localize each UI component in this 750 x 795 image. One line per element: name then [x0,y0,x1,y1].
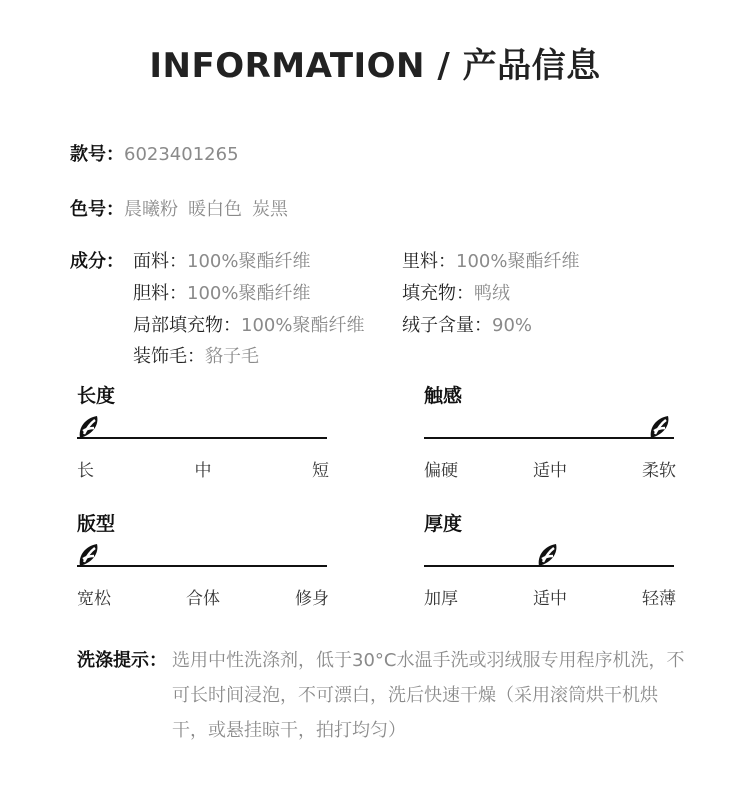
composition-item [133,250,310,274]
composition-item-label: 局部填充物： [133,315,241,336]
composition-item-label: 填充物： [402,283,474,304]
scale-tick: 偏硬 [424,461,458,481]
composition-item-value: 鸭绒 [474,283,510,304]
scale-tick: 轻薄 [642,589,676,609]
composition-item-value: 100%聚酯纤维 [187,251,311,272]
scale-name: 版型 [77,513,116,535]
composition-item [133,314,364,338]
style-number-value: 6023401265 [124,144,239,165]
composition-item-label: 面料： [133,251,187,272]
scale-line [77,565,327,567]
style-number-label: 款号： [70,144,124,165]
scale-tick: 短 [312,461,329,481]
scale-touch [424,381,676,491]
composition-item-value: 100%聚酯纤维 [241,315,365,336]
composition-item-value: 貉子毛 [205,346,259,367]
composition-item-value: 90% [492,315,533,336]
scale-thickness [424,509,676,619]
composition-item-label: 胆料： [133,283,187,304]
composition-label-text: 成分： [70,251,124,272]
color-option: 晨曦粉 [124,199,178,220]
scale-name: 长度 [77,385,116,407]
scale-line [424,437,674,439]
care-label: 洗涤提示： [77,650,167,671]
leaf-marker-icon [536,542,562,568]
style-number-row [70,143,239,167]
scale-tick: 加厚 [424,589,458,609]
composition-item-label: 里料： [402,251,456,272]
leaf-marker-icon [77,542,103,568]
color-option: 炭黑 [252,199,288,220]
composition-item [402,250,579,274]
scale-tick: 中 [194,461,212,481]
composition-item [133,345,259,369]
scale-tick: 宽松 [77,589,111,609]
scale-tick: 柔软 [642,461,676,481]
scale-tick: 长 [77,461,94,481]
composition-item [402,282,510,306]
leaf-marker-icon [648,414,674,440]
composition-item-label: 装饰毛： [133,346,205,367]
color-row [70,198,288,222]
composition-item [133,282,310,306]
scale-tick: 修身 [295,589,329,609]
scale-line [77,437,327,439]
scale-tick: 合体 [186,589,220,609]
color-option: 暖白色 [188,199,242,220]
scale-name: 厚度 [424,513,463,535]
composition-item [402,314,532,338]
scale-tick: 适中 [533,589,567,609]
composition-item-value: 100%聚酯纤维 [187,283,311,304]
composition-label [70,250,124,274]
scale-length [77,381,329,491]
color-label: 色号： [70,199,124,220]
page-title: INFORMATION / 产品信息 [149,46,601,86]
care-text: 选用中性洗涤剂，低于30°C水温手洗或羽绒服专用程序机洗，不可长时间浸泡，不可漂白，洗后快速干燥（采用滚筒烘干机烘干，或悬挂晾干，拍打均匀） [172,650,685,741]
scale-fit [77,509,329,619]
composition-item-value: 100%聚酯纤维 [456,251,580,272]
scale-tick: 适中 [533,461,567,481]
leaf-marker-icon [77,414,103,440]
scale-name: 触感 [424,385,463,407]
composition-item-label: 绒子含量： [402,315,492,336]
